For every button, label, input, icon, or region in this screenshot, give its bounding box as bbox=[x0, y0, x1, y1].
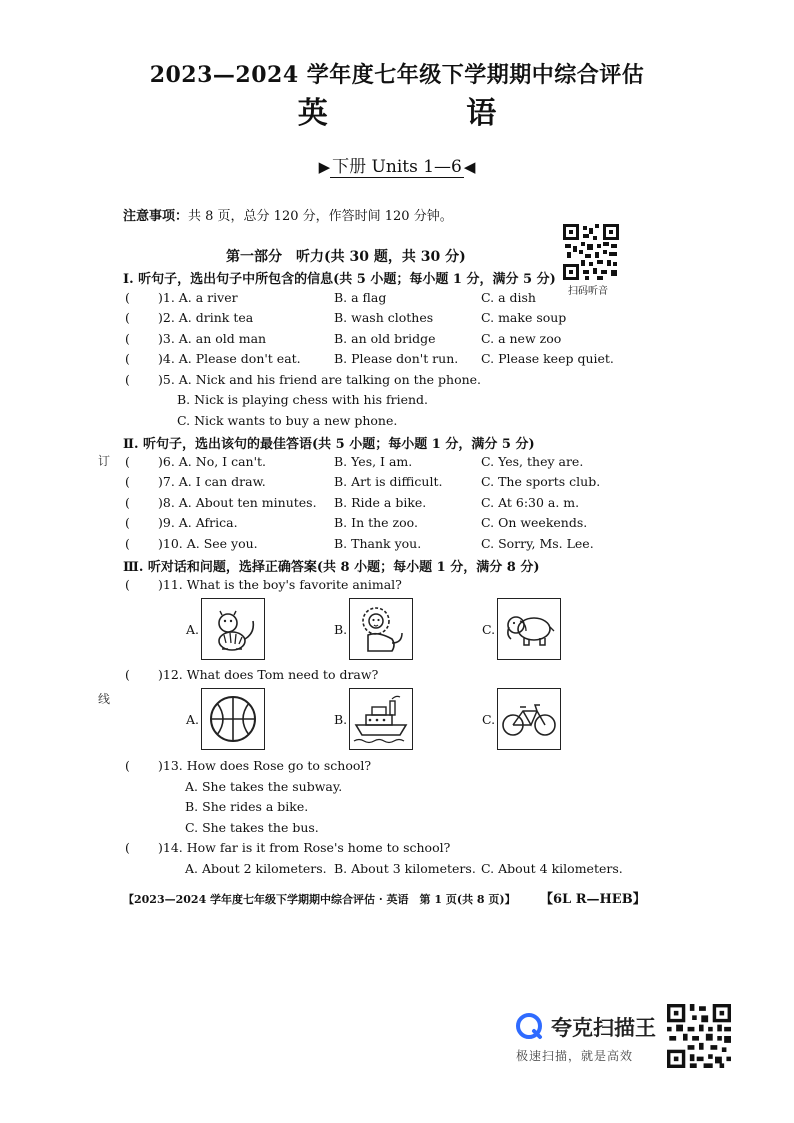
q8-option-b: B. Ride a bike. bbox=[334, 495, 427, 510]
q14-option-c: C. About 4 kilometers. bbox=[481, 861, 623, 876]
q14-option-a: A. About 2 kilometers. bbox=[185, 861, 327, 876]
q4-option-b: B. Please don't run. bbox=[334, 351, 459, 366]
q2-option-a: )2. A. drink tea bbox=[158, 310, 254, 325]
tiger-picture[interactable] bbox=[201, 598, 265, 660]
q6-option-c: C. Yes, they are. bbox=[481, 454, 584, 469]
q7-option-b: B. Art is difficult. bbox=[334, 474, 443, 489]
q5-option-a: )5. A. Nick and his friend are talking on the phone. bbox=[158, 372, 482, 387]
q13-option-a: A. She takes the subway. bbox=[185, 779, 343, 794]
q3-option-b: B. an old bridge bbox=[334, 331, 436, 346]
q3-option-a: )3. A. an old man bbox=[158, 331, 267, 346]
q9-option-c: C. On weekends. bbox=[481, 515, 588, 530]
exam-title: 2023—2024 学年度七年级下学期期中综合评估 bbox=[149, 62, 645, 88]
answer-paren[interactable]: ( bbox=[125, 515, 130, 530]
elephant-icon bbox=[498, 599, 560, 659]
q1-option-c: C. a dish bbox=[481, 290, 536, 305]
answer-paren[interactable]: ( bbox=[125, 495, 130, 510]
lion-picture[interactable] bbox=[349, 598, 413, 660]
q3-option-c: C. a new zoo bbox=[481, 331, 562, 346]
paper-code: 【6L R—HEB】 bbox=[540, 892, 646, 907]
q13-stem: )13. How does Rose go to school? bbox=[158, 758, 372, 773]
binding-mark: 线 bbox=[98, 692, 111, 706]
binding-mark: 订 bbox=[98, 454, 111, 468]
q4-option-c: C. Please keep quiet. bbox=[481, 351, 614, 366]
watermark-brand: 夸克扫描王 bbox=[551, 1016, 656, 1040]
tiger-icon bbox=[202, 599, 264, 659]
q12-label-b: B. bbox=[334, 712, 348, 727]
qr-code-icon[interactable] bbox=[563, 224, 619, 280]
answer-paren[interactable]: ( bbox=[125, 667, 130, 682]
notice-label: 注意事项： bbox=[123, 209, 189, 224]
q13-option-c: C. She takes the bus. bbox=[185, 820, 319, 835]
q12-label-c: C. bbox=[482, 712, 496, 727]
answer-paren[interactable]: ( bbox=[125, 474, 130, 489]
q12-label-a: A. bbox=[186, 712, 200, 727]
q2-option-b: B. wash clothes bbox=[334, 310, 434, 325]
notice bbox=[123, 205, 453, 224]
q8-option-c: C. At 6:30 a. m. bbox=[481, 495, 580, 510]
answer-paren[interactable]: ( bbox=[125, 290, 130, 305]
q9-option-a: )9. A. Africa. bbox=[158, 515, 238, 530]
q11-label-a: A. bbox=[186, 622, 200, 637]
answer-paren[interactable]: ( bbox=[125, 372, 130, 387]
q14-stem: )14. How far is it from Rose's home to school? bbox=[158, 840, 451, 855]
ship-icon bbox=[350, 689, 412, 749]
q14-option-b: B. About 3 kilometers. bbox=[334, 861, 476, 876]
q6-option-a: )6. A. No, I can't. bbox=[158, 454, 267, 469]
triangle-right-icon: ▶ bbox=[318, 158, 331, 176]
q1-option-b: B. a flag bbox=[334, 290, 387, 305]
ship-picture[interactable] bbox=[349, 688, 413, 750]
lion-icon bbox=[350, 599, 412, 659]
q10-option-c: C. Sorry, Ms. Lee. bbox=[481, 536, 594, 551]
q8-option-a: )8. A. About ten minutes. bbox=[158, 495, 317, 510]
answer-paren[interactable]: ( bbox=[125, 310, 130, 325]
section-2-heading: Ⅱ. 听句子，选出该句的最佳答语(共 5 小题；每小题 1 分，满分 5 分) bbox=[123, 437, 535, 452]
basketball-icon bbox=[202, 689, 264, 749]
q7-option-a: )7. A. I can draw. bbox=[158, 474, 266, 489]
watermark-tagline: 极速扫描，就是高效 bbox=[516, 1049, 634, 1063]
triangle-left-icon: ◀ bbox=[463, 158, 476, 176]
q10-option-b: B. Thank you. bbox=[334, 536, 422, 551]
q5-option-c: C. Nick wants to buy a new phone. bbox=[177, 413, 398, 428]
edition-label bbox=[0, 152, 794, 177]
bike-picture[interactable] bbox=[497, 688, 561, 750]
bicycle-icon bbox=[498, 689, 560, 749]
q10-option-a: )10. A. See you. bbox=[158, 536, 258, 551]
scanner-logo-icon bbox=[515, 1012, 543, 1040]
answer-paren[interactable]: ( bbox=[125, 331, 130, 346]
qr-caption: 扫码听音 bbox=[568, 286, 608, 297]
answer-paren[interactable]: ( bbox=[125, 840, 130, 855]
notice-text: 共 8 页，总分 120 分，作答时间 120 分钟。 bbox=[188, 209, 453, 224]
q2-option-c: C. make soup bbox=[481, 310, 567, 325]
ball-picture[interactable] bbox=[201, 688, 265, 750]
q5-option-b: B. Nick is playing chess with his friend. bbox=[177, 392, 428, 407]
edition-text: 下册 Units 1—6 bbox=[332, 157, 462, 177]
q6-option-b: B. Yes, I am. bbox=[334, 454, 413, 469]
subject-title: 英 语 bbox=[297, 96, 541, 131]
elephant-picture[interactable] bbox=[497, 598, 561, 660]
q11-label-c: C. bbox=[482, 622, 496, 637]
q11-label-b: B. bbox=[334, 622, 348, 637]
section-3-heading: Ⅲ. 听对话和问题，选择正确答案(共 8 小题；每小题 1 分，满分 8 分) bbox=[123, 560, 540, 575]
part-one-title: 第一部分 听力(共 30 题，共 30 分) bbox=[226, 249, 466, 265]
q9-option-b: B. In the zoo. bbox=[334, 515, 418, 530]
qr-code-icon[interactable] bbox=[667, 1004, 731, 1068]
q4-option-a: )4. A. Please don't eat. bbox=[158, 351, 301, 366]
page-footer: 【2023—2024 学年度七年级下学期期中综合评估 · 英语 第 1 页(共 8 页)】 bbox=[123, 893, 516, 906]
answer-paren[interactable]: ( bbox=[125, 351, 130, 366]
q12-stem: )12. What does Tom need to draw? bbox=[158, 667, 379, 682]
answer-paren[interactable]: ( bbox=[125, 758, 130, 773]
q7-option-c: C. The sports club. bbox=[481, 474, 601, 489]
answer-paren[interactable]: ( bbox=[125, 577, 130, 592]
answer-paren[interactable]: ( bbox=[125, 536, 130, 551]
section-1-heading: Ⅰ. 听句子，选出句子中所包含的信息(共 5 小题；每小题 1 分，满分 5 分) bbox=[123, 272, 556, 287]
q13-option-b: B. She rides a bike. bbox=[185, 799, 309, 814]
answer-paren[interactable]: ( bbox=[125, 454, 130, 469]
q1-option-a: )1. A. a river bbox=[158, 290, 238, 305]
q11-stem: )11. What is the boy's favorite animal? bbox=[158, 577, 402, 592]
